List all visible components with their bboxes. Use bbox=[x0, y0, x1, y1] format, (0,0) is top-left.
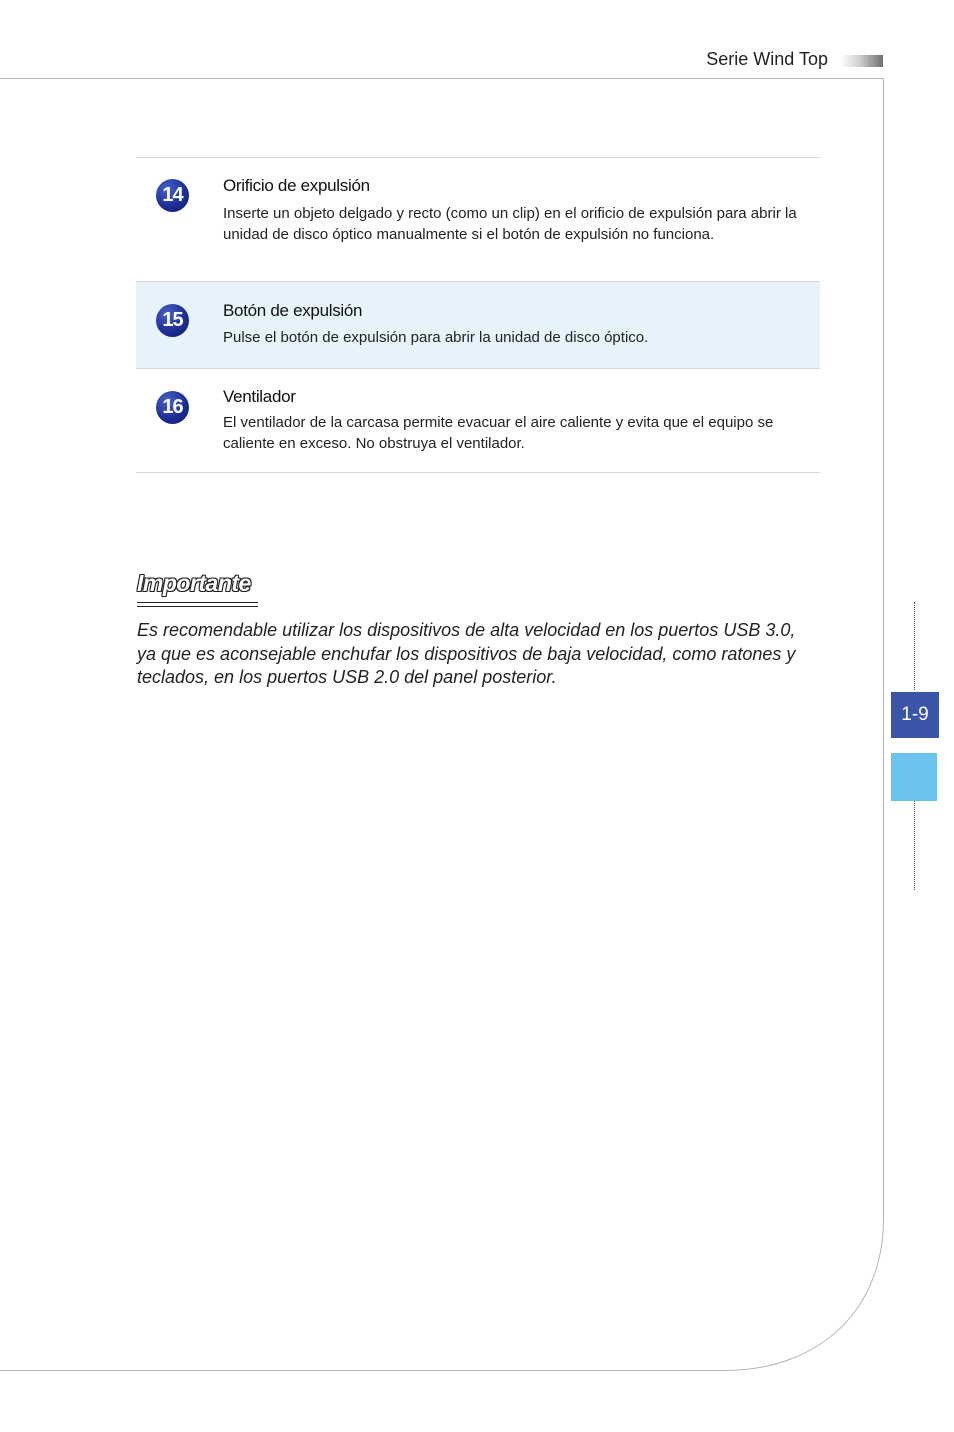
number-badge-14: 14 bbox=[156, 179, 189, 212]
important-note: Es recomendable utilizar los dispositivos de alta velocidad en los puertos USB 3.0, ya que es aconsejable enchufar los dispositivos de baja velocidad, como ratones y teclados, en los puertos USB 2.0 del panel posterior. bbox=[137, 620, 796, 687]
header-title: Serie Wind Top bbox=[706, 49, 828, 69]
header-gradient-bar bbox=[840, 55, 883, 67]
page-number-tab: 1-9 bbox=[891, 692, 939, 738]
item-title: Ventilador bbox=[223, 387, 296, 406]
number-badge-16: 16 bbox=[156, 391, 189, 424]
list-item-fan bbox=[136, 368, 820, 473]
item-title: Botón de expulsión bbox=[223, 301, 363, 320]
side-dotted-line-top bbox=[914, 602, 915, 690]
list-item-eject-button bbox=[136, 281, 820, 369]
number-badge-15: 15 bbox=[156, 304, 189, 337]
list-item-eject-hole bbox=[136, 157, 820, 282]
item-title: Orificio de expulsión bbox=[223, 176, 370, 195]
important-underline bbox=[137, 602, 258, 607]
item-description: Inserte un objeto delgado y recto (como un clip) en el orificio de expulsión para abrir la unidad de disco óptico manualmente si el botón de expulsión no funciona. bbox=[223, 205, 797, 243]
side-dotted-line-bottom bbox=[914, 801, 915, 890]
chapter-tab bbox=[891, 753, 937, 801]
item-description: El ventilador de la carcasa permite evacuar el aire caliente y evita que el equipo se caliente en exceso. No obstruya el ventilador. bbox=[223, 414, 774, 452]
important-heading: Importante bbox=[137, 570, 251, 596]
item-description: Pulse el botón de expulsión para abrir la unidad de disco óptico. bbox=[223, 329, 649, 346]
